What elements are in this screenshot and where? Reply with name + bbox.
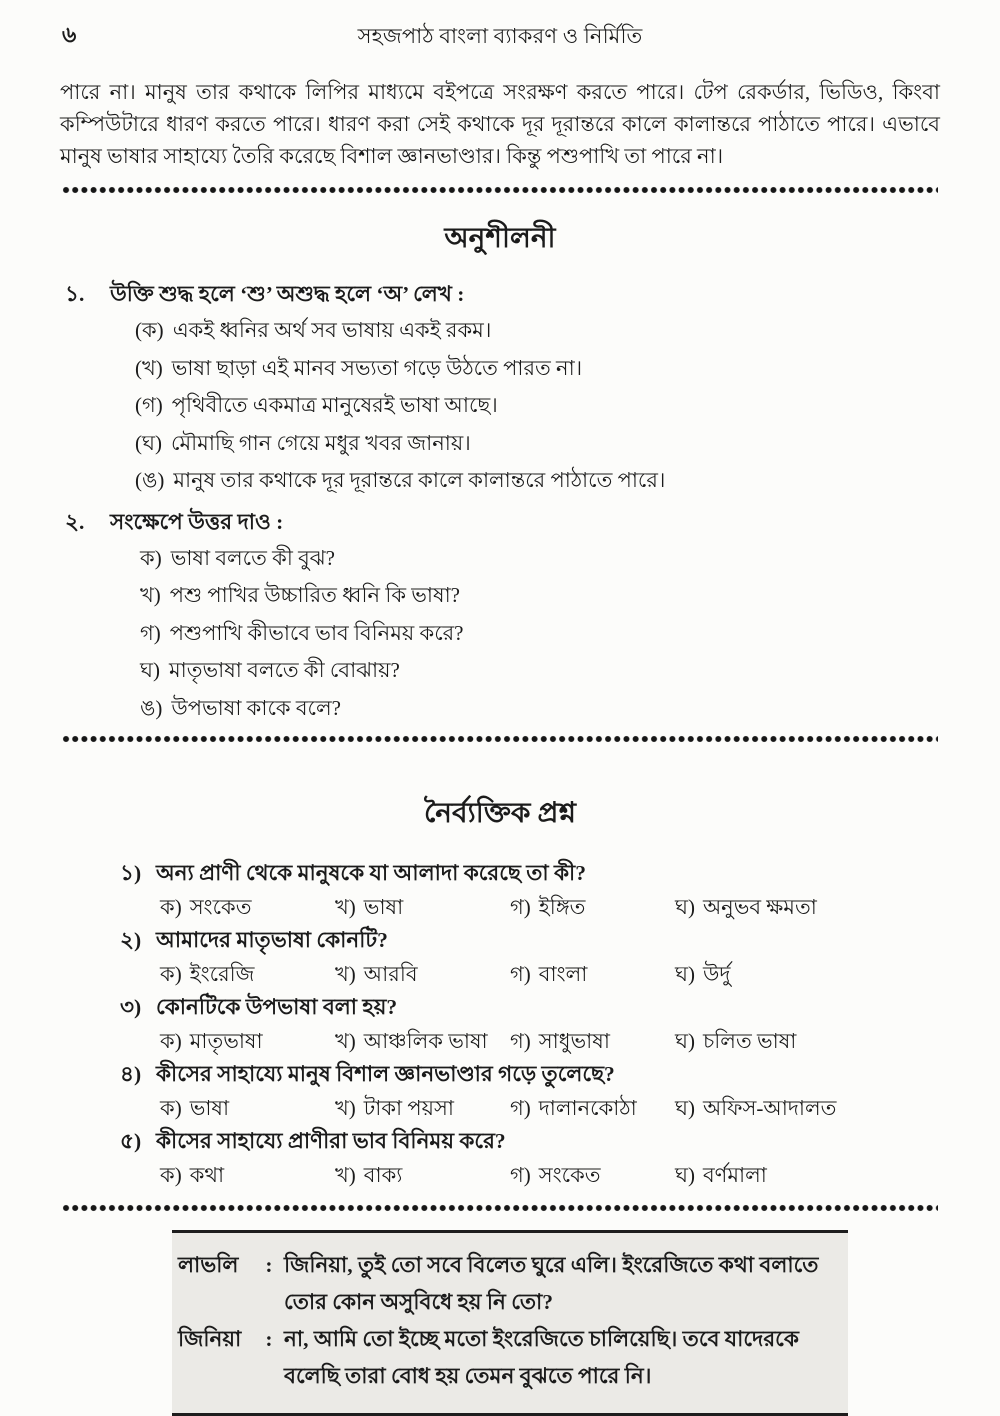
list-item <box>140 547 940 569</box>
question-number: ১) <box>120 860 142 885</box>
option-label: ঘ) <box>675 1095 695 1120</box>
mcq-question-2 <box>120 929 940 952</box>
option-text: আরবি <box>363 961 418 986</box>
option-text: ভাষা <box>189 1095 230 1120</box>
option <box>675 1097 940 1119</box>
option-text: বর্ণমালা <box>702 1162 767 1187</box>
option <box>335 896 510 918</box>
exercise-q1-items <box>135 319 940 491</box>
item-text: ভাষা বলতে কী বুঝ? <box>170 545 335 570</box>
option-label: গ) <box>510 961 531 986</box>
option-label: ক) <box>160 894 182 919</box>
exercise-section-title: অনুশীলনী <box>444 223 556 254</box>
option-label: ক) <box>160 961 182 986</box>
option <box>335 1164 510 1186</box>
option-label: ঘ) <box>675 894 695 919</box>
option <box>160 896 335 918</box>
option-label: গ) <box>510 894 531 919</box>
question-number: ৫) <box>120 1128 142 1153</box>
question-text: অন্য প্রাণী থেকে মানুষকে যা আলাদা করেছে তা কী? <box>156 860 586 885</box>
item-text: পৃথিবীতে একমাত্র মানুষেরই ভাষা আছে। <box>171 393 498 417</box>
speaker-name: লাভলি <box>178 1252 239 1277</box>
mcq-options-1 <box>160 896 940 918</box>
option-text: আঞ্চলিক ভাষা <box>363 1028 488 1053</box>
question-prompt: উক্তি শুদ্ধ হলে ‘শু’ অশুদ্ধ হলে ‘অ’ লেখ : <box>110 282 465 306</box>
option-text: কথা <box>189 1162 225 1187</box>
list-item <box>140 659 940 681</box>
dialogue-text: না, আমি তো ইচ্ছে মতো ইংরেজিতে চালিয়েছি। তবে যাদেরকে বলেছি তারা বোধ হয় তেমন বুঝতে পারে নি। <box>284 1326 799 1388</box>
list-item <box>135 319 940 341</box>
option-label: খ) <box>335 1162 356 1187</box>
option-label: ক) <box>160 1162 182 1187</box>
mcq-question-3 <box>120 996 940 1019</box>
dotted-divider <box>62 1204 938 1212</box>
mcq-options-4 <box>160 1097 940 1119</box>
option-label: ঘ) <box>675 1162 695 1187</box>
mcq-question-4 <box>120 1063 940 1086</box>
item-text: পশু পাখির উচ্চারিত ধ্বনি কি ভাষা? <box>169 583 460 607</box>
option <box>160 1097 335 1119</box>
item-label: ঘ) <box>140 658 160 682</box>
option <box>510 963 675 985</box>
question-prompt: সংক্ষেপে উত্তর দাও : <box>110 509 284 534</box>
option <box>160 963 335 985</box>
question-number: ৩) <box>120 994 142 1019</box>
item-text: একই ধ্বনির অর্থ সব ভাষায় একই রকম। <box>172 318 492 342</box>
mcq-options-3 <box>160 1030 940 1052</box>
item-text: উপভাষা কাকে বলে? <box>171 695 341 720</box>
option-label: ক) <box>160 1095 182 1120</box>
option-text: উর্দু <box>702 961 731 986</box>
item-label: (খ) <box>135 355 163 380</box>
option-text: টাকা পয়সা <box>363 1095 454 1120</box>
option <box>160 1030 335 1052</box>
option <box>510 1164 675 1186</box>
option <box>510 1097 675 1119</box>
list-item <box>140 622 940 644</box>
list-item <box>135 469 940 491</box>
mcq-options-2 <box>160 963 940 985</box>
option-text: ভাষা <box>363 894 404 919</box>
speaker-name: জিনিয়া <box>178 1326 242 1351</box>
page-header <box>60 16 940 50</box>
item-label: (ক) <box>135 318 164 342</box>
dialogue-line <box>178 1247 838 1321</box>
mcq-section-title: নৈর্ব্যক্তিক প্রশ্ন <box>423 797 577 829</box>
option-text: অনুভব ক্ষমতা <box>702 894 817 919</box>
item-text: মানুষ তার কথাকে দূর দূরান্তরে কালে কালান্তরে পাঠাতে পারে। <box>173 468 666 492</box>
option-text: মাতৃভাষা <box>189 1028 263 1053</box>
item-label: (গ) <box>135 393 163 417</box>
item-label: ঙ) <box>140 695 163 720</box>
dialogue-box <box>172 1230 848 1416</box>
question-number: ১. <box>65 282 85 306</box>
option <box>675 896 940 918</box>
speaker-colon: : <box>265 1326 273 1351</box>
option-text: দালানকোঠা <box>538 1095 637 1120</box>
item-label: (ঙ) <box>135 468 165 492</box>
option-label: খ) <box>335 894 356 919</box>
dotted-divider <box>62 735 938 743</box>
intro-paragraph: পারে না। মানুষ তার কথাকে লিপির মাধ্যমে বইপত্রে সংরক্ষণ করতে পারে। টেপ রেকর্ডার, ভিডিও, কিংবা কম্পিউটারে ধারণ করতে পারে। ধারণ করা সেই কথাকে দূর দূরান্তরে কালে কালান্তরে পাঠাতে পারে। এভাবে মানুষ ভাষার সাহায্যে তৈরি করেছে বিশাল জ্ঞানভাণ্ডার। কিন্তু পশুপাখি তা পারে না। <box>60 80 940 168</box>
running-title: সহজপাঠ বাংলা ব্যাকরণ ও নির্মিতি <box>357 24 643 48</box>
speaker-colon: : <box>265 1252 273 1277</box>
exercise-question-1 <box>60 279 940 309</box>
list-item <box>135 432 940 454</box>
question-text: কীসের সাহায্যে প্রাণীরা ভাব বিনিময় করে? <box>156 1128 506 1153</box>
option-text: সংকেত <box>189 894 252 919</box>
option-label: ঘ) <box>675 1028 695 1053</box>
option-text: চলিত ভাষা <box>702 1028 797 1053</box>
option-label: ঘ) <box>675 961 695 986</box>
option-label: গ) <box>510 1028 531 1053</box>
list-item <box>140 697 940 719</box>
list-item <box>140 584 940 606</box>
mcq-options-5 <box>160 1164 940 1186</box>
option-label: গ) <box>510 1162 531 1187</box>
option-text: বাংলা <box>538 961 588 986</box>
option <box>335 963 510 985</box>
item-text: ভাষা ছাড়া এই মানব সভ্যতা গড়ে উঠতে পারত না। <box>171 355 583 380</box>
option-label: গ) <box>510 1095 531 1120</box>
dialogue-line <box>178 1321 838 1395</box>
option-text: ইঙ্গিত <box>538 894 586 919</box>
question-number: ২. <box>65 509 85 534</box>
option <box>510 896 675 918</box>
option-text: সাধুভাষা <box>538 1028 610 1053</box>
item-label: গ) <box>140 620 161 645</box>
mcq-question-5 <box>120 1130 940 1153</box>
item-text: পশুপাখি কীভাবে ভাব বিনিময় করে? <box>169 620 464 645</box>
exercise-q2-items <box>140 547 940 719</box>
question-text: কীসের সাহায্যে মানুষ বিশাল জ্ঞানভাণ্ডার গড়ে তুলেছে? <box>156 1061 615 1086</box>
option-label: ক) <box>160 1028 182 1053</box>
option <box>335 1030 510 1052</box>
mcq-block <box>60 862 940 1186</box>
option <box>510 1030 675 1052</box>
exercise-question-2 <box>60 507 940 537</box>
option <box>675 1030 940 1052</box>
option <box>675 963 940 985</box>
item-label: খ) <box>140 583 161 607</box>
mcq-question-1 <box>120 862 940 885</box>
option-label: খ) <box>335 961 356 986</box>
item-label: (ঘ) <box>135 430 162 455</box>
question-number: ৪) <box>120 1061 142 1086</box>
list-item <box>135 394 940 416</box>
option <box>335 1097 510 1119</box>
question-text: কোনটিকে উপভাষা বলা হয়? <box>156 994 398 1019</box>
dialogue-text: জিনিয়া, তুই তো সবে বিলেত ঘুরে এলি। ইংরেজিতে কথা বলাতে তোর কোন অসুবিধে হয় নি তো? <box>284 1252 819 1314</box>
item-text: মাতৃভাষা বলতে কী বোঝায়? <box>168 658 400 682</box>
option <box>675 1164 940 1186</box>
option-label: খ) <box>335 1028 356 1053</box>
dotted-divider <box>62 186 938 194</box>
option-text: বাক্য <box>363 1162 403 1187</box>
question-number: ২) <box>120 927 142 952</box>
option-text: সংকেত <box>538 1162 601 1187</box>
list-item <box>135 357 940 379</box>
option-label: খ) <box>335 1095 356 1120</box>
option-text: অফিস-আদালত <box>702 1095 837 1120</box>
option-text: ইংরেজি <box>189 961 255 986</box>
page-number: ৬ <box>62 22 77 47</box>
question-text: আমাদের মাতৃভাষা কোনটি? <box>156 927 388 952</box>
item-label: ক) <box>140 545 162 570</box>
item-text: মৌমাছি গান গেয়ে মধুর খবর জানায়। <box>170 430 471 455</box>
option <box>160 1164 335 1186</box>
